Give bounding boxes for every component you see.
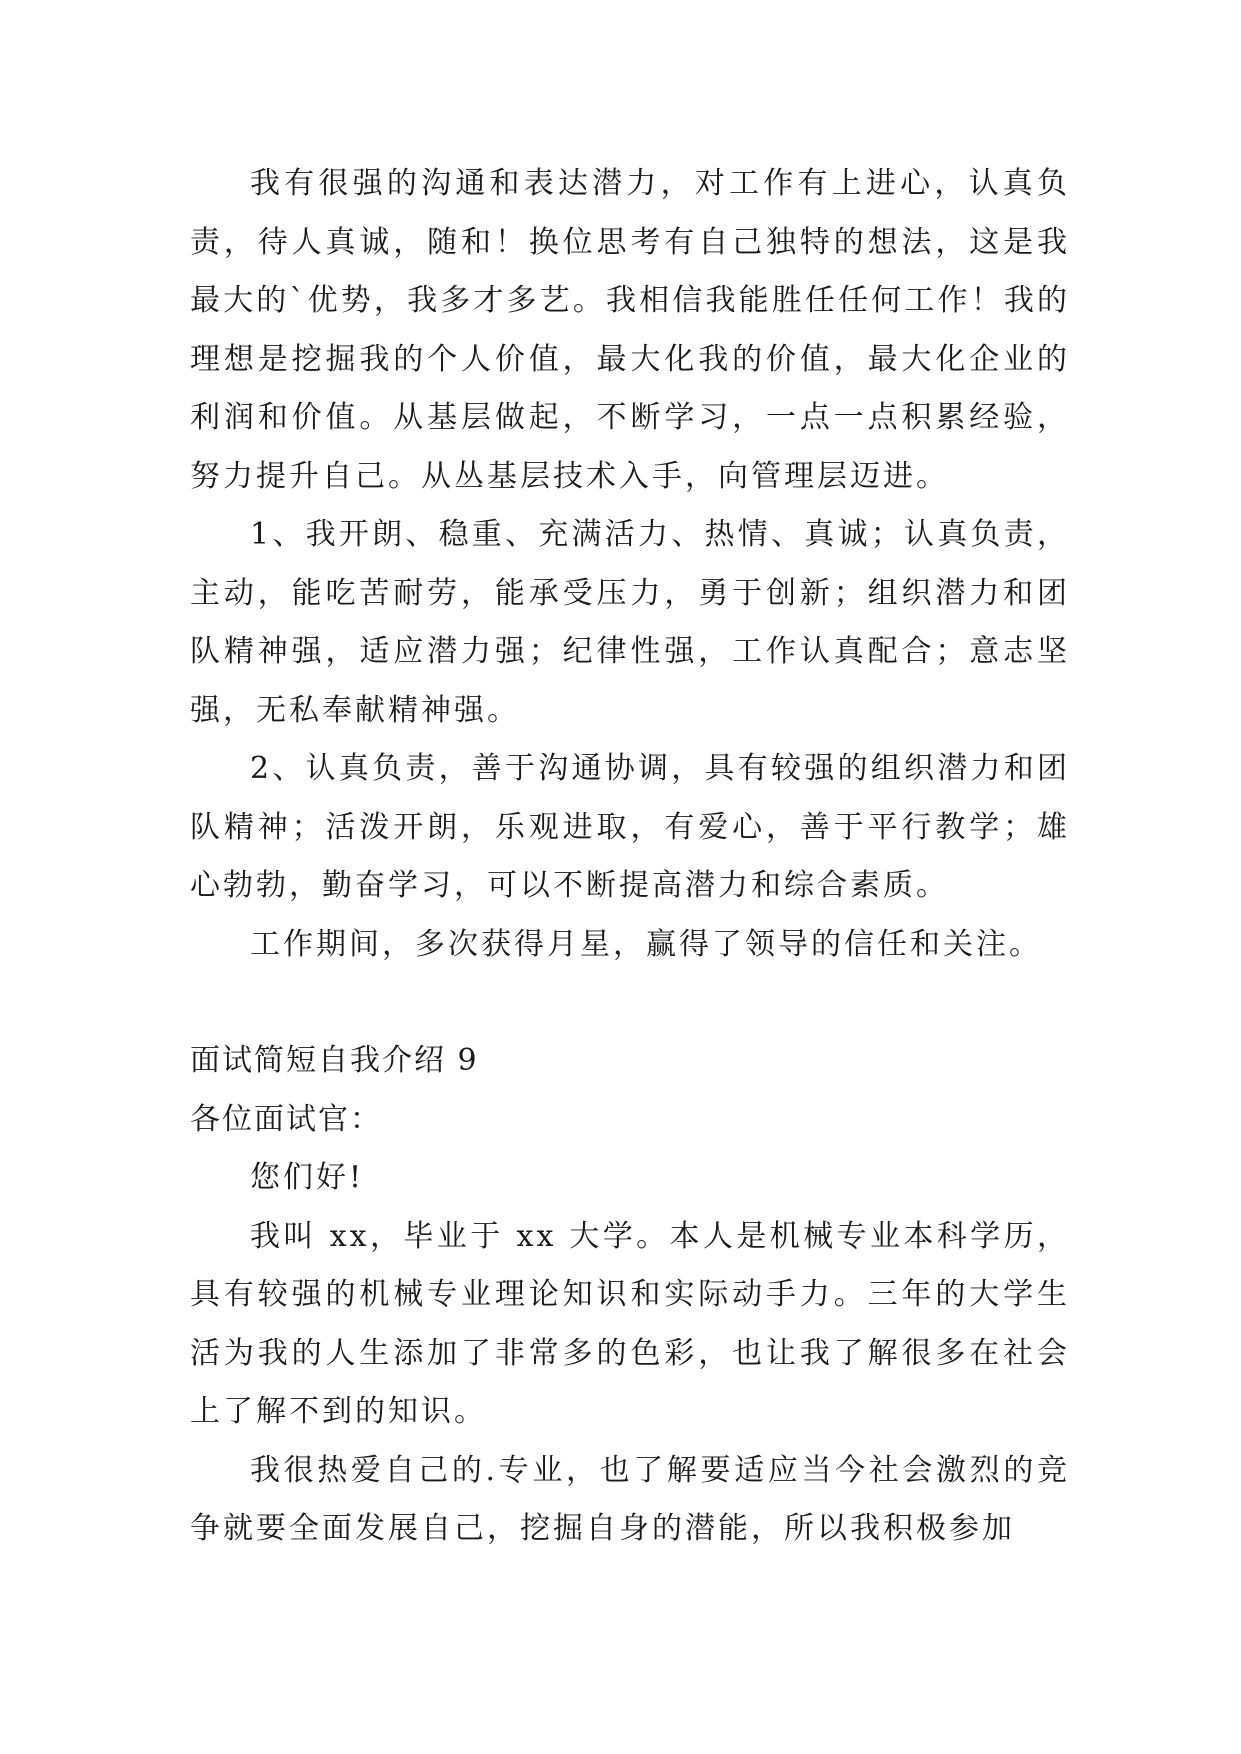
paragraph-strengths: 我有很强的沟通和表达潜力，对工作有上进心，认真负责，待人真诚，随和！换位思考有自己独特的想法，这是我最大的`优势，我多才多艺。我相信我能胜任任何工作！我的理想是挖掘我的个人价值，最大化我的价值，最大化企业的利润和价值。从基层做起，不断学习，一点一点积累经验，努力提升自己。从丛基层技术入手，向管理层迈进。	[190, 166, 1070, 494]
paragraph-major: 我很热爱自己的.专业，也了解要适应当今社会激烈的竞争就要全面发展自己，挖掘自身的潜能，所以我积极参加	[190, 1452, 1070, 1546]
paragraph-work-period: 工作期间，多次获得月星，赢得了领导的信任和关注。	[250, 926, 1042, 962]
greeting: 您们好!	[250, 1160, 365, 1195]
paragraph-introduction: 我叫 xx，毕业于 xx 大学。本人是机械专业本科学历，具有较强的机械专业理论知识和实际动手力。三年的大学生活为我的人生添加了非常多的色彩，也让我了解很多在社会上了解不到的知识。	[190, 1218, 1070, 1429]
section-spacer	[190, 974, 1070, 1032]
document-body	[190, 155, 1070, 1559]
section-heading: 面试简短自我介绍 9	[190, 1043, 479, 1078]
paragraph-point-2: 2、认真负责，善于沟通协调，具有较强的组织潜力和团队精神；活泼开朗，乐观进取，有爱心，善于平行教学；雄心勃勃，勤奋学习，可以不断提高潜力和综合素质。	[190, 751, 1070, 903]
paragraph-point-1: 1、我开朗、稳重、充满活力、热情、真诚；认真负责，主动，能吃苦耐劳，能承受压力，勇于创新；组织潜力和团队精神强，适应潜力强；纪律性强，工作认真配合；意志坚强，无私奉献精神强。	[190, 517, 1070, 728]
salutation: 各位面试官：	[190, 1101, 382, 1137]
